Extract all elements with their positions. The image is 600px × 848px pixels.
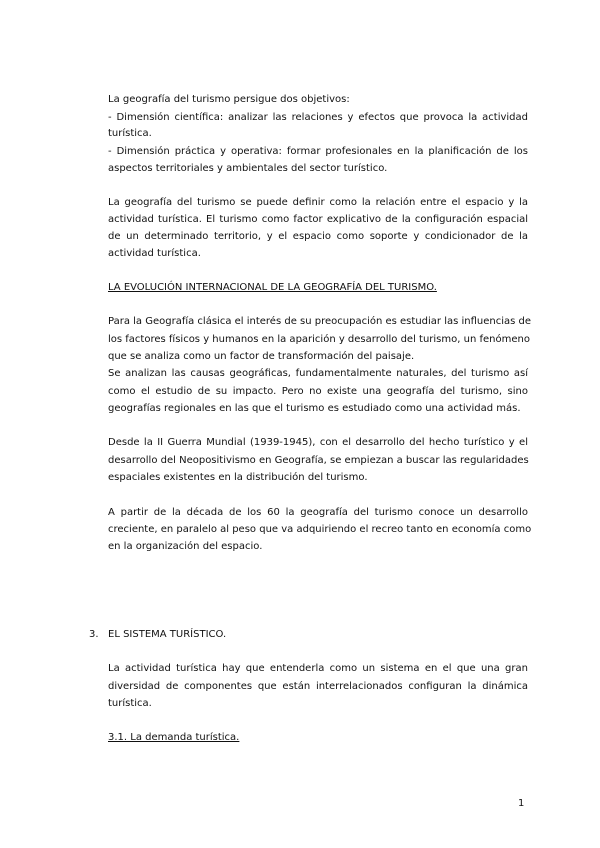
section3-line: diversidad de componentes que están interrelacionados configuran la dinámica [108, 681, 528, 692]
section-number: 3. [89, 629, 99, 640]
section-heading-evolution: LA EVOLUCIÓN INTERNACIONAL DE LA GEOGRAFÍA DEL TURISMO. [108, 282, 437, 293]
evolution-p1-line: los factores físicos y humanos en la aparición y desarrollo del turismo, un fenómeno [108, 334, 530, 345]
definition-line: de un determinado territorio, y el espacio como soporte y condicionador de la [108, 231, 528, 242]
evolution-p1-line: Se analizan las causas geográficas, fundamentalmente naturales, del turismo así [108, 368, 528, 379]
section3-line: La actividad turística hay que entenderla como un sistema en el que una gran [108, 663, 528, 674]
definition-line: actividad turística. [108, 248, 201, 259]
evolution-p3-line: A partir de la década de los 60 la geografía del turismo conoce un desarrollo [108, 507, 528, 518]
definition-line: actividad turística. El turismo como factor explicativo de la configuración espacial [108, 214, 528, 225]
evolution-p2-line: desarrollo del Neopositivismo en Geografía, se empiezan a buscar las regularidades [108, 455, 529, 466]
evolution-p2-line: Desde la II Guerra Mundial (1939-1945), con el desarrollo del hecho turístico y el [108, 437, 528, 448]
intro-line: La geografía del turismo persigue dos objetivos: [108, 94, 350, 105]
evolution-p1-line: que se analiza como un factor de transformación del paisaje. [108, 351, 415, 362]
evolution-p3-line: creciente, en paralelo al peso que va adquiriendo el recreo tanto en economía como [108, 524, 532, 535]
evolution-p1-line: geografías regionales en las que el turismo es estudiado como una actividad más. [108, 403, 521, 414]
evolution-p1-line: Para la Geografía clásica el interés de su preocupación es estudiar las influencias de [108, 316, 532, 327]
intro-line: - Dimensión práctica y operativa: formar profesionales en la planificación de los [108, 146, 528, 157]
intro-line: - Dimensión científica: analizar las relaciones y efectos que provoca la actividad [108, 112, 528, 123]
section-title: EL SISTEMA TURÍSTICO. [108, 629, 227, 640]
evolution-p2-line: espaciales existentes en la distribución del turismo. [108, 472, 368, 483]
intro-line: aspectos territoriales y ambientales del sector turístico. [108, 163, 388, 174]
page-number: 1 [518, 798, 525, 809]
section3-line: turística. [108, 698, 152, 709]
definition-line: La geografía del turismo se puede definir como la relación entre el espacio y la [108, 197, 528, 208]
evolution-p3-line: en la organización del espacio. [108, 541, 263, 552]
intro-line: turística. [108, 128, 152, 139]
evolution-p1-line: como el estudio de su impacto. Pero no existe una geografía del turismo, sino [108, 386, 528, 397]
subsection-heading: 3.1. La demanda turística. [108, 732, 240, 743]
